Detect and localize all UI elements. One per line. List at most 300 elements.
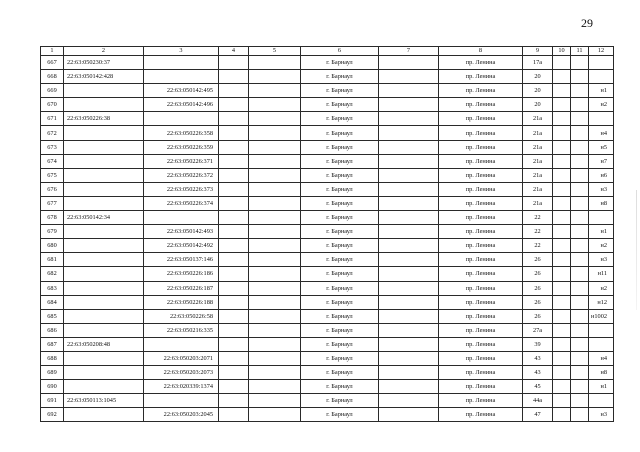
empty-cell xyxy=(553,182,571,196)
empty-cell xyxy=(571,309,589,323)
row-number-cell: 677 xyxy=(41,196,64,210)
street-cell: пр. Ленина xyxy=(439,112,523,126)
cadastral-number-cell: 22:63:050226:186 xyxy=(144,267,219,281)
empty-cell xyxy=(571,84,589,98)
empty-cell xyxy=(553,225,571,239)
column-number-cell: 3 xyxy=(144,47,219,56)
room-number-cell: н4 xyxy=(589,351,614,365)
column-number-cell: 6 xyxy=(301,47,379,56)
row-number-cell: 667 xyxy=(41,56,64,70)
empty-cell xyxy=(571,267,589,281)
cadastral-number-cell: 22:63:050226:374 xyxy=(144,196,219,210)
cadastral-number-cell: 22:63:050226:372 xyxy=(144,168,219,182)
room-number-cell: н8 xyxy=(589,196,614,210)
street-cell: пр. Ленина xyxy=(439,380,523,394)
column-number-cell: 4 xyxy=(219,47,249,56)
table-row xyxy=(41,366,614,380)
empty-cell xyxy=(571,140,589,154)
street-cell: пр. Ленина xyxy=(439,281,523,295)
empty-cell xyxy=(249,182,301,196)
row-number-cell: 685 xyxy=(41,309,64,323)
table-row xyxy=(41,168,614,182)
street-cell: пр. Ленина xyxy=(439,70,523,84)
empty-cell xyxy=(553,337,571,351)
empty-cell xyxy=(249,253,301,267)
empty-cell xyxy=(219,295,249,309)
empty-cell xyxy=(379,70,439,84)
room-number-cell xyxy=(589,70,614,84)
empty-cell xyxy=(219,253,249,267)
city-cell: г. Барнаул xyxy=(301,239,379,253)
table-row xyxy=(41,351,614,365)
empty-cell xyxy=(219,168,249,182)
city-cell: г. Барнаул xyxy=(301,366,379,380)
empty-cell xyxy=(249,211,301,225)
parent-cadastral-number-cell xyxy=(64,98,144,112)
street-cell: пр. Ленина xyxy=(439,253,523,267)
row-number-cell: 672 xyxy=(41,126,64,140)
street-cell: пр. Ленина xyxy=(439,196,523,210)
cadastral-number-cell: 22:63:050137:146 xyxy=(144,253,219,267)
parent-cadastral-number-cell xyxy=(64,182,144,196)
house-number-cell: 26 xyxy=(523,253,553,267)
cadastral-number-cell xyxy=(144,394,219,408)
empty-cell xyxy=(571,112,589,126)
cadastral-number-cell: 22:63:050226:373 xyxy=(144,182,219,196)
table-row xyxy=(41,84,614,98)
empty-cell xyxy=(219,309,249,323)
empty-cell xyxy=(379,98,439,112)
table-row xyxy=(41,295,614,309)
empty-cell xyxy=(249,267,301,281)
parent-cadastral-number-cell xyxy=(64,140,144,154)
room-number-cell: н1002 xyxy=(589,309,614,323)
house-number-cell: 21а xyxy=(523,196,553,210)
room-number-cell xyxy=(589,211,614,225)
empty-cell xyxy=(379,211,439,225)
table-row xyxy=(41,98,614,112)
cadastral-number-cell: 22:63:050226:188 xyxy=(144,295,219,309)
row-number-cell: 681 xyxy=(41,253,64,267)
room-number-cell: н1 xyxy=(589,380,614,394)
row-number-cell: 683 xyxy=(41,281,64,295)
row-number-cell: 682 xyxy=(41,267,64,281)
room-number-cell xyxy=(589,56,614,70)
table-row xyxy=(41,126,614,140)
street-cell: пр. Ленина xyxy=(439,394,523,408)
empty-cell xyxy=(553,154,571,168)
empty-cell xyxy=(379,140,439,154)
column-number-cell: 12 xyxy=(589,47,614,56)
parent-cadastral-number-cell xyxy=(64,380,144,394)
city-cell: г. Барнаул xyxy=(301,98,379,112)
parent-cadastral-number-cell: 22:63:050142:34 xyxy=(64,211,144,225)
empty-cell xyxy=(379,196,439,210)
cadastral-number-cell: 22:63:050226:358 xyxy=(144,126,219,140)
street-cell: пр. Ленина xyxy=(439,84,523,98)
empty-cell xyxy=(219,196,249,210)
house-number-cell: 22 xyxy=(523,211,553,225)
cadastral-number-cell xyxy=(144,211,219,225)
empty-cell xyxy=(219,281,249,295)
empty-cell xyxy=(219,182,249,196)
city-cell: г. Барнаул xyxy=(301,211,379,225)
house-number-cell: 43 xyxy=(523,351,553,365)
column-number-cell: 11 xyxy=(571,47,589,56)
empty-cell xyxy=(219,267,249,281)
empty-cell xyxy=(249,309,301,323)
row-number-cell: 687 xyxy=(41,337,64,351)
room-number-cell xyxy=(589,323,614,337)
house-number-cell: 21а xyxy=(523,140,553,154)
row-number-cell: 691 xyxy=(41,394,64,408)
empty-cell xyxy=(379,309,439,323)
empty-cell xyxy=(219,323,249,337)
empty-cell xyxy=(571,168,589,182)
street-cell: пр. Ленина xyxy=(439,309,523,323)
column-number-cell: 5 xyxy=(249,47,301,56)
table-row xyxy=(41,309,614,323)
city-cell: г. Барнаул xyxy=(301,309,379,323)
room-number-cell: н8 xyxy=(589,366,614,380)
row-number-cell: 690 xyxy=(41,380,64,394)
empty-cell xyxy=(553,281,571,295)
room-number-cell: н11 xyxy=(589,267,614,281)
cadastral-number-cell xyxy=(144,112,219,126)
city-cell: г. Барнаул xyxy=(301,154,379,168)
city-cell: г. Барнаул xyxy=(301,408,379,422)
empty-cell xyxy=(379,126,439,140)
scan-edge-mark xyxy=(636,190,637,310)
parent-cadastral-number-cell xyxy=(64,84,144,98)
house-number-cell: 45 xyxy=(523,380,553,394)
row-number-cell: 671 xyxy=(41,112,64,126)
empty-cell xyxy=(571,182,589,196)
street-cell: пр. Ленина xyxy=(439,337,523,351)
cadastral-number-cell: 22:63:050226:58 xyxy=(144,309,219,323)
parent-cadastral-number-cell xyxy=(64,225,144,239)
house-number-cell: 20 xyxy=(523,70,553,84)
cadastral-number-cell: 22:63:050203:2045 xyxy=(144,408,219,422)
house-number-cell: 27а xyxy=(523,323,553,337)
empty-cell xyxy=(553,380,571,394)
room-number-cell: н1 xyxy=(589,225,614,239)
empty-cell xyxy=(219,351,249,365)
room-number-cell xyxy=(589,337,614,351)
empty-cell xyxy=(219,211,249,225)
empty-cell xyxy=(249,337,301,351)
empty-cell xyxy=(219,98,249,112)
empty-cell xyxy=(219,140,249,154)
street-cell: пр. Ленина xyxy=(439,182,523,196)
room-number-cell: н2 xyxy=(589,239,614,253)
street-cell: пр. Ленина xyxy=(439,126,523,140)
empty-cell xyxy=(571,98,589,112)
empty-cell xyxy=(249,239,301,253)
table-row xyxy=(41,225,614,239)
room-number-cell: н3 xyxy=(589,253,614,267)
empty-cell xyxy=(571,323,589,337)
house-number-cell: 21а xyxy=(523,182,553,196)
empty-cell xyxy=(249,98,301,112)
city-cell: г. Барнаул xyxy=(301,126,379,140)
empty-cell xyxy=(249,154,301,168)
parent-cadastral-number-cell xyxy=(64,366,144,380)
cadastral-number-cell: 22:63:050142:493 xyxy=(144,225,219,239)
house-number-cell: 47 xyxy=(523,408,553,422)
table-row xyxy=(41,380,614,394)
street-cell: пр. Ленина xyxy=(439,225,523,239)
empty-cell xyxy=(219,154,249,168)
empty-cell xyxy=(219,56,249,70)
table-row xyxy=(41,253,614,267)
empty-cell xyxy=(571,351,589,365)
house-number-cell: 21а xyxy=(523,126,553,140)
cadastral-number-cell: 22:63:050142:496 xyxy=(144,98,219,112)
empty-cell xyxy=(249,366,301,380)
cadastral-number-cell: 22:63:050142:492 xyxy=(144,239,219,253)
row-number-cell: 688 xyxy=(41,351,64,365)
house-number-cell: 21а xyxy=(523,168,553,182)
empty-cell xyxy=(553,140,571,154)
cadastral-number-cell: 22:63:020339:1374 xyxy=(144,380,219,394)
parent-cadastral-number-cell xyxy=(64,323,144,337)
house-number-cell: 20 xyxy=(523,84,553,98)
empty-cell xyxy=(571,408,589,422)
parent-cadastral-number-cell xyxy=(64,168,144,182)
column-number-cell: 7 xyxy=(379,47,439,56)
cadastral-number-cell: 22:63:050142:495 xyxy=(144,84,219,98)
empty-cell xyxy=(379,408,439,422)
room-number-cell: н1 xyxy=(589,84,614,98)
empty-cell xyxy=(249,380,301,394)
empty-cell xyxy=(379,323,439,337)
empty-cell xyxy=(571,394,589,408)
empty-cell xyxy=(571,366,589,380)
empty-cell xyxy=(379,84,439,98)
row-number-cell: 670 xyxy=(41,98,64,112)
empty-cell xyxy=(553,408,571,422)
empty-cell xyxy=(571,225,589,239)
room-number-cell: н5 xyxy=(589,140,614,154)
city-cell: г. Барнаул xyxy=(301,394,379,408)
room-number-cell: н3 xyxy=(589,182,614,196)
parent-cadastral-number-cell xyxy=(64,154,144,168)
city-cell: г. Барнаул xyxy=(301,84,379,98)
house-number-cell: 20 xyxy=(523,98,553,112)
column-number-row xyxy=(41,47,614,56)
table-row xyxy=(41,56,614,70)
empty-cell xyxy=(553,309,571,323)
parent-cadastral-number-cell xyxy=(64,281,144,295)
property-registry-table xyxy=(40,46,614,422)
empty-cell xyxy=(379,182,439,196)
street-cell: пр. Ленина xyxy=(439,168,523,182)
row-number-cell: 680 xyxy=(41,239,64,253)
table-row xyxy=(41,182,614,196)
empty-cell xyxy=(553,323,571,337)
parent-cadastral-number-cell xyxy=(64,309,144,323)
empty-cell xyxy=(571,126,589,140)
parent-cadastral-number-cell xyxy=(64,239,144,253)
empty-cell xyxy=(553,366,571,380)
city-cell: г. Барнаул xyxy=(301,225,379,239)
row-number-cell: 676 xyxy=(41,182,64,196)
empty-cell xyxy=(249,394,301,408)
column-number-cell: 10 xyxy=(553,47,571,56)
parent-cadastral-number-cell xyxy=(64,408,144,422)
empty-cell xyxy=(379,295,439,309)
parent-cadastral-number-cell xyxy=(64,126,144,140)
empty-cell xyxy=(553,239,571,253)
empty-cell xyxy=(379,239,439,253)
row-number-cell: 675 xyxy=(41,168,64,182)
room-number-cell: н2 xyxy=(589,281,614,295)
city-cell: г. Барнаул xyxy=(301,140,379,154)
room-number-cell: н6 xyxy=(589,168,614,182)
street-cell: пр. Ленина xyxy=(439,267,523,281)
city-cell: г. Барнаул xyxy=(301,70,379,84)
city-cell: г. Барнаул xyxy=(301,323,379,337)
row-number-cell: 689 xyxy=(41,366,64,380)
empty-cell xyxy=(249,408,301,422)
city-cell: г. Барнаул xyxy=(301,112,379,126)
empty-cell xyxy=(219,337,249,351)
empty-cell xyxy=(379,394,439,408)
empty-cell xyxy=(379,253,439,267)
room-number-cell xyxy=(589,394,614,408)
empty-cell xyxy=(553,70,571,84)
row-number-cell: 679 xyxy=(41,225,64,239)
empty-cell xyxy=(379,225,439,239)
parent-cadastral-number-cell xyxy=(64,267,144,281)
cadastral-number-cell: 22:63:050203:2071 xyxy=(144,351,219,365)
table-row xyxy=(41,267,614,281)
empty-cell xyxy=(249,295,301,309)
empty-cell xyxy=(553,211,571,225)
room-number-cell: н12 xyxy=(589,295,614,309)
empty-cell xyxy=(571,337,589,351)
parent-cadastral-number-cell xyxy=(64,196,144,210)
city-cell: г. Барнаул xyxy=(301,380,379,394)
house-number-cell: 21а xyxy=(523,154,553,168)
table-row xyxy=(41,323,614,337)
parent-cadastral-number-cell: 22:63:050113:1045 xyxy=(64,394,144,408)
cadastral-number-cell xyxy=(144,337,219,351)
parent-cadastral-number-cell: 22:63:050142:428 xyxy=(64,70,144,84)
house-number-cell: 26 xyxy=(523,309,553,323)
empty-cell xyxy=(379,366,439,380)
city-cell: г. Барнаул xyxy=(301,182,379,196)
empty-cell xyxy=(553,126,571,140)
column-number-cell: 8 xyxy=(439,47,523,56)
street-cell: пр. Ленина xyxy=(439,239,523,253)
empty-cell xyxy=(249,84,301,98)
empty-cell xyxy=(249,126,301,140)
empty-cell xyxy=(219,70,249,84)
column-number-cell: 2 xyxy=(64,47,144,56)
empty-cell xyxy=(553,168,571,182)
empty-cell xyxy=(571,295,589,309)
row-number-cell: 684 xyxy=(41,295,64,309)
cadastral-number-cell: 22:63:050226:187 xyxy=(144,281,219,295)
empty-cell xyxy=(571,70,589,84)
parent-cadastral-number-cell xyxy=(64,253,144,267)
empty-cell xyxy=(571,56,589,70)
empty-cell xyxy=(553,98,571,112)
city-cell: г. Барнаул xyxy=(301,253,379,267)
table-row xyxy=(41,337,614,351)
empty-cell xyxy=(553,56,571,70)
page-number: 29 xyxy=(581,16,593,30)
cadastral-number-cell: 22:63:050203:2073 xyxy=(144,366,219,380)
street-cell: пр. Ленина xyxy=(439,154,523,168)
table-row xyxy=(41,394,614,408)
empty-cell xyxy=(553,84,571,98)
empty-cell xyxy=(219,225,249,239)
empty-cell xyxy=(571,281,589,295)
empty-cell xyxy=(571,211,589,225)
empty-cell xyxy=(553,267,571,281)
empty-cell xyxy=(553,295,571,309)
parent-cadastral-number-cell xyxy=(64,351,144,365)
empty-cell xyxy=(379,168,439,182)
empty-cell xyxy=(249,70,301,84)
empty-cell xyxy=(249,225,301,239)
row-number-cell: 669 xyxy=(41,84,64,98)
column-number-cell: 9 xyxy=(523,47,553,56)
row-number-cell: 692 xyxy=(41,408,64,422)
street-cell: пр. Ленина xyxy=(439,366,523,380)
city-cell: г. Барнаул xyxy=(301,168,379,182)
row-number-cell: 678 xyxy=(41,211,64,225)
empty-cell xyxy=(553,351,571,365)
table-body xyxy=(41,47,614,422)
empty-cell xyxy=(219,112,249,126)
cadastral-number-cell xyxy=(144,70,219,84)
empty-cell xyxy=(379,281,439,295)
empty-cell xyxy=(379,267,439,281)
empty-cell xyxy=(249,281,301,295)
empty-cell xyxy=(571,380,589,394)
city-cell: г. Барнаул xyxy=(301,295,379,309)
city-cell: г. Барнаул xyxy=(301,351,379,365)
empty-cell xyxy=(379,154,439,168)
street-cell: пр. Ленина xyxy=(439,408,523,422)
parent-cadastral-number-cell: 22:63:050226:38 xyxy=(64,112,144,126)
street-cell: пр. Ленина xyxy=(439,140,523,154)
city-cell: г. Барнаул xyxy=(301,267,379,281)
empty-cell xyxy=(219,239,249,253)
room-number-cell: н2 xyxy=(589,98,614,112)
house-number-cell: 44а xyxy=(523,394,553,408)
empty-cell xyxy=(379,56,439,70)
city-cell: г. Барнаул xyxy=(301,337,379,351)
table-row xyxy=(41,112,614,126)
empty-cell xyxy=(249,323,301,337)
cadastral-number-cell xyxy=(144,56,219,70)
cadastral-number-cell: 22:63:050216:335 xyxy=(144,323,219,337)
table-row xyxy=(41,196,614,210)
cadastral-number-cell: 22:63:050226:371 xyxy=(144,154,219,168)
house-number-cell: 17а xyxy=(523,56,553,70)
empty-cell xyxy=(249,112,301,126)
empty-cell xyxy=(571,154,589,168)
street-cell: пр. Ленина xyxy=(439,351,523,365)
row-number-cell: 668 xyxy=(41,70,64,84)
empty-cell xyxy=(553,196,571,210)
room-number-cell: н3 xyxy=(589,408,614,422)
